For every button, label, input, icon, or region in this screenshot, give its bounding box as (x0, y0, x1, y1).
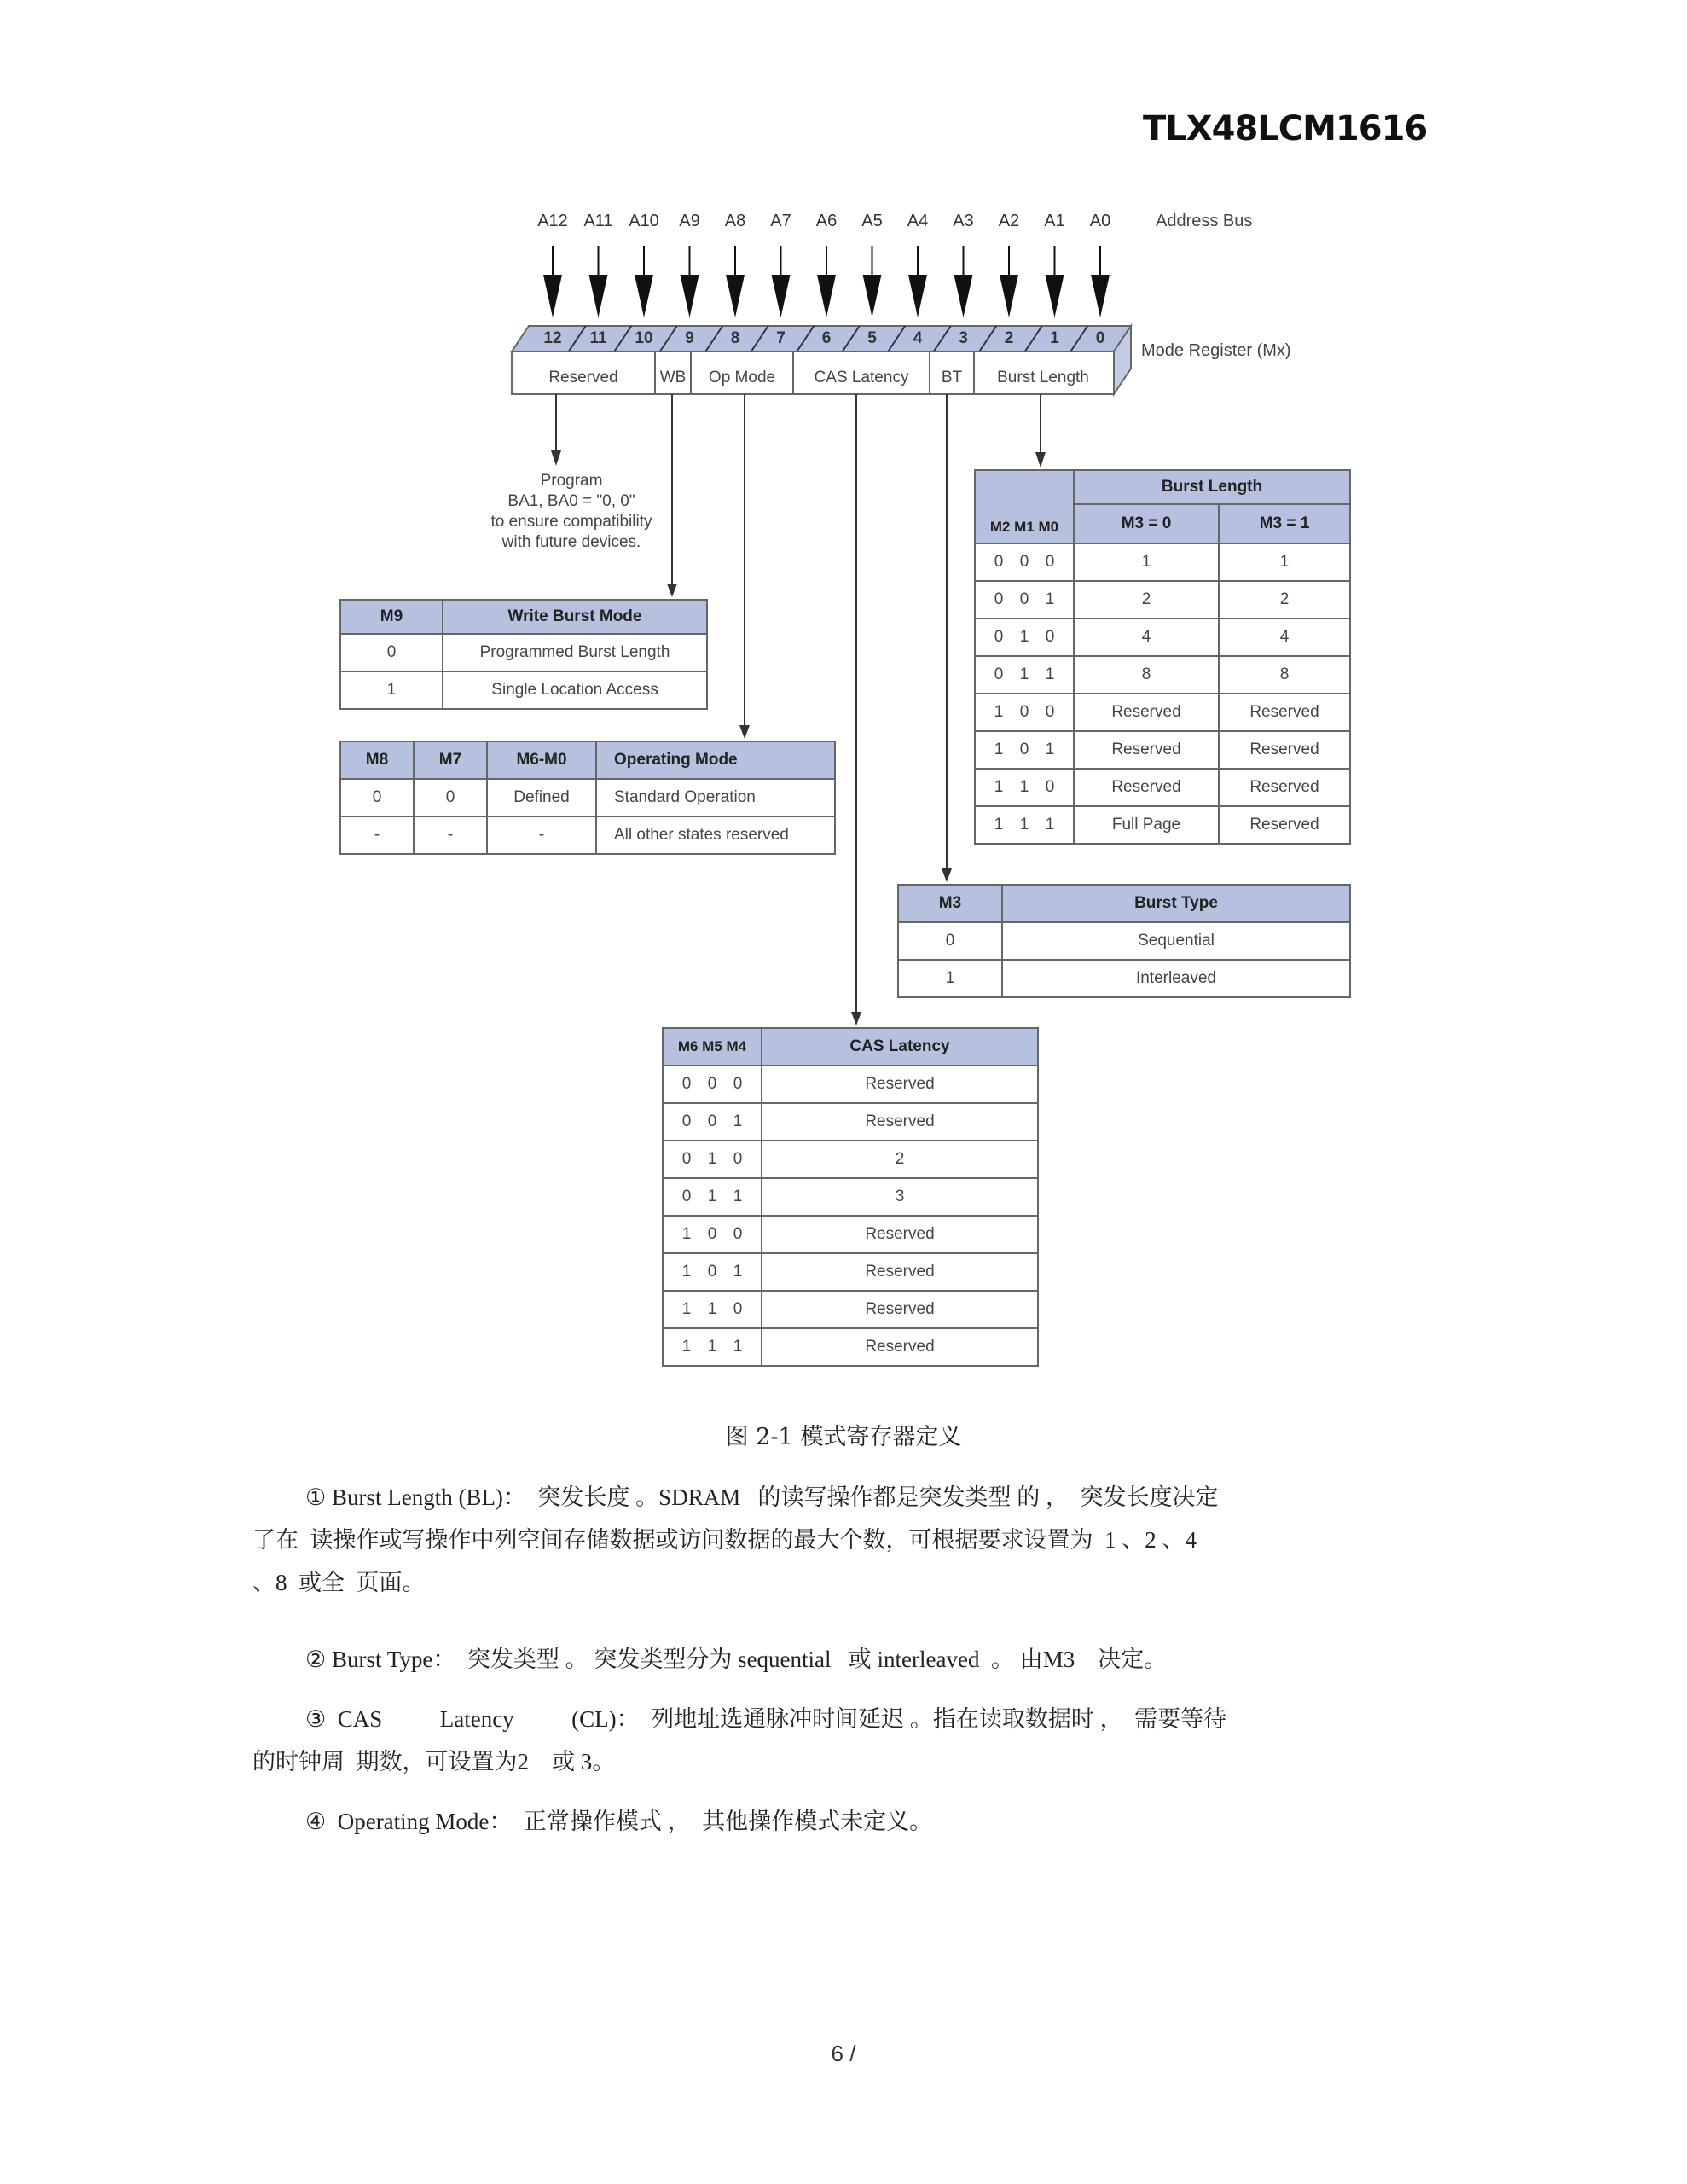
table-cell (663, 1178, 762, 1216)
address-arrow-head (954, 275, 973, 317)
document-header-title: TLX48LCM1616 (1143, 109, 1428, 148)
address-arrow-head (635, 275, 653, 317)
table-cell (663, 1216, 762, 1253)
bit-value: 1 (1019, 665, 1029, 683)
reserved-note-line: with future devices. (501, 533, 641, 551)
table-header: Burst Type (1002, 885, 1350, 922)
paragraph-line: ② Burst Type： 突发类型 。 突发类型分为 sequential 或 interleaved 。 由M3 决定。 (305, 1647, 1168, 1672)
table-cell: 3 (762, 1178, 1038, 1216)
table-cell (975, 619, 1074, 656)
address-pin-label: A11 (583, 212, 613, 230)
table-cell (975, 806, 1074, 844)
register-bit-label: 1 (1050, 329, 1059, 347)
table-row (663, 1103, 1038, 1141)
paragraph-line: ① Burst Length (BL)： 突发长度 。SDRAM 的读写操作都是突发类型 的 ， 突发长度决定 (305, 1484, 1219, 1510)
bit-value: 1 (707, 1188, 717, 1205)
bit-value: 1 (1045, 665, 1055, 683)
register-bit-label: 4 (913, 329, 923, 347)
bit-value: 1 (994, 703, 1004, 721)
address-arrow-head (726, 275, 745, 317)
table-cell: Interleaved (1002, 960, 1350, 997)
table-row (975, 543, 1350, 581)
bit-value: 0 (1045, 628, 1055, 646)
paragraph-line: 了在 读操作或写操作中列空间存储数据或访问数据的最大个数，可根据要求设置为 1 、2 、4 (252, 1527, 1197, 1553)
table-cell: Reserved (762, 1066, 1038, 1103)
burst-length-table (974, 469, 1351, 845)
table-cell: 0 (340, 634, 443, 671)
field-op-mode: Op Mode (708, 369, 776, 386)
table-header: Write Burst Mode (443, 600, 707, 634)
address-arrow-head (817, 275, 836, 317)
cas-latency-table (662, 1027, 1039, 1367)
bit-value: 1 (707, 1150, 717, 1168)
table-cell (975, 543, 1074, 581)
register-bit-label: 2 (1004, 329, 1014, 347)
table-cell: Reserved (1219, 769, 1350, 806)
bit-value: 1 (733, 1188, 743, 1205)
address-pin-label: A3 (953, 212, 974, 230)
table-cell: 2 (1219, 581, 1350, 619)
table-cell: Reserved (1074, 731, 1219, 769)
bit-value: 1 (681, 1225, 692, 1243)
bit-value: 1 (1045, 816, 1055, 834)
address-bus-label: Address Bus (1156, 212, 1253, 230)
field-cas-latency: CAS Latency (814, 369, 909, 386)
bit-value: 0 (1019, 703, 1029, 721)
write-burst-mode-table (339, 599, 708, 710)
table-cell: Reserved (762, 1253, 1038, 1291)
connector-arrow-head (551, 450, 561, 466)
address-arrow-head (772, 275, 791, 317)
table-cell: 8 (1074, 656, 1219, 694)
field-reserved: Reserved (548, 369, 618, 386)
address-arrow-head (681, 275, 699, 317)
connector-arrow-head (942, 868, 952, 882)
table-cell: 1 (898, 960, 1002, 997)
bit-value: 0 (1045, 553, 1055, 571)
burst-type-table (897, 884, 1351, 998)
table-cell: Programmed Burst Length (443, 634, 707, 671)
paragraph-line: ③ CAS Latency (CL)： 列地址选通脉冲时间延迟 。指在读取数据时 ， 需要等待 (305, 1706, 1227, 1732)
paragraph-line: ④ Operating Mode： 正常操作模式 ， 其他操作模式未定义。 (305, 1809, 933, 1834)
bit-value: 1 (1019, 816, 1029, 834)
address-pin-label: A12 (537, 212, 568, 230)
bit-value: 1 (1045, 590, 1055, 608)
paragraph-burst-length (252, 1476, 1446, 1604)
table-cell (975, 694, 1074, 731)
reserved-note (452, 471, 691, 553)
address-pin-label: A7 (770, 212, 791, 230)
address-pin-label: A0 (1089, 212, 1111, 230)
table-cell: All other states reserved (596, 816, 835, 854)
table-row (975, 656, 1350, 694)
address-pin-label: A1 (1044, 212, 1065, 230)
table-row (340, 816, 835, 854)
table-cell: 0 (414, 779, 487, 816)
bit-value: 1 (733, 1263, 743, 1281)
bit-value: 0 (681, 1112, 692, 1130)
table-header: M9 (340, 600, 443, 634)
paragraph-burst-type (252, 1638, 1446, 1681)
paragraph-line: 、8 或全 页面。 (252, 1570, 426, 1595)
table-row (898, 922, 1350, 960)
register-bit-label: 7 (776, 329, 786, 347)
address-pin-label: A10 (629, 212, 659, 230)
connector-arrow-head (667, 584, 677, 597)
table-cell (663, 1291, 762, 1328)
operating-mode-table (339, 741, 836, 855)
bit-value: 1 (681, 1338, 692, 1356)
table-cell: - (487, 816, 596, 854)
reserved-note-line: BA1, BA0 = "0, 0" (507, 492, 635, 510)
paragraph-cas-latency (252, 1698, 1446, 1783)
table-row (975, 619, 1350, 656)
table-header: M6 M5 M4 (663, 1028, 762, 1066)
field-bt: BT (941, 369, 963, 386)
bit-value: 1 (1045, 741, 1055, 758)
table-cell: Standard Operation (596, 779, 835, 816)
register-bit-label: 5 (867, 329, 877, 347)
page-number: 6 / (831, 2041, 856, 2066)
table-header: M3 (898, 885, 1002, 922)
table-cell (663, 1253, 762, 1291)
bit-value: 0 (707, 1263, 717, 1281)
table-cell: Reserved (1219, 806, 1350, 844)
address-arrow-head (543, 275, 562, 317)
register-bit-label: 6 (821, 329, 832, 347)
address-arrow-head (589, 275, 608, 317)
bit-value: 0 (707, 1225, 717, 1243)
table-cell: Single Location Access (443, 671, 707, 709)
bit-value: 0 (681, 1075, 692, 1093)
table-header: M3 = 0 (1074, 504, 1219, 543)
table-cell (975, 731, 1074, 769)
table-cell: 2 (762, 1141, 1038, 1178)
figure-caption: 图 2-1 模式寄存器定义 (725, 1424, 962, 1450)
reserved-note-line: Program (540, 472, 603, 490)
bit-value: 1 (681, 1263, 692, 1281)
table-row (663, 1066, 1038, 1103)
table-cell: 1 (1219, 543, 1350, 581)
bit-value: 0 (707, 1112, 717, 1130)
paragraph-operating-mode (252, 1800, 1446, 1843)
table-cell: 4 (1074, 619, 1219, 656)
bit-value: 1 (681, 1300, 692, 1318)
table-row (898, 960, 1350, 997)
bit-value: 0 (1019, 590, 1029, 608)
bit-value: 0 (994, 553, 1004, 571)
register-bit-label: 3 (959, 329, 968, 347)
table-row (340, 671, 707, 709)
address-arrow-head (863, 275, 882, 317)
table-cell: 1 (340, 671, 443, 709)
table-cell (663, 1141, 762, 1178)
field-wb: WB (659, 369, 687, 386)
bit-value: 0 (1045, 703, 1055, 721)
address-arrow-head (1091, 275, 1110, 317)
bit-value: 1 (994, 778, 1004, 796)
table-cell: 2 (1074, 581, 1219, 619)
table-cell: 1 (1074, 543, 1219, 581)
table-cell: 0 (340, 779, 414, 816)
table-cell: Reserved (1074, 769, 1219, 806)
table-header: M2 M1 M0 (975, 470, 1074, 543)
table-header: M7 (414, 741, 487, 779)
bit-value: 1 (1019, 778, 1029, 796)
table-row (340, 634, 707, 671)
table-cell: Full Page (1074, 806, 1219, 844)
table-cell: Reserved (1074, 694, 1219, 731)
bit-value: 1 (994, 816, 1004, 834)
table-cell (975, 769, 1074, 806)
bit-value: 0 (707, 1075, 717, 1093)
bit-value: 0 (994, 590, 1004, 608)
table-row (663, 1216, 1038, 1253)
bit-value: 1 (733, 1338, 743, 1356)
table-header: M3 = 1 (1219, 504, 1350, 543)
table-row (975, 769, 1350, 806)
register-bit-label: 11 (589, 329, 607, 347)
bit-value: 0 (994, 628, 1004, 646)
register-bit-label: 10 (635, 329, 653, 347)
address-arrow-head (908, 275, 927, 317)
bit-value: 0 (733, 1225, 743, 1243)
table-row (663, 1178, 1038, 1216)
table-cell: Defined (487, 779, 596, 816)
register-bit-label: 9 (685, 329, 694, 347)
table-cell (663, 1066, 762, 1103)
bit-value: 0 (1019, 553, 1029, 571)
mode-register-label: Mode Register (Mx) (1141, 341, 1291, 360)
bit-value: 0 (994, 665, 1004, 683)
reserved-note-line: to ensure compatibility (490, 513, 652, 531)
connector-arrow-head (739, 725, 750, 739)
table-row (663, 1291, 1038, 1328)
table-header: CAS Latency (762, 1028, 1038, 1066)
address-pin-label: A6 (815, 212, 838, 230)
table-row (975, 581, 1350, 619)
connector-arrow-head (1035, 452, 1046, 468)
bit-value: 0 (733, 1150, 743, 1168)
bit-value: 1 (707, 1300, 717, 1318)
address-pin-label: A5 (861, 212, 883, 230)
register-bit-label: 0 (1095, 329, 1105, 347)
table-cell: Sequential (1002, 922, 1350, 960)
table-row (975, 731, 1350, 769)
address-pin-label: A2 (998, 212, 1020, 230)
register-bit-label: 12 (543, 329, 562, 347)
table-row (340, 779, 835, 816)
address-arrow-head (1000, 275, 1018, 317)
table-header: Operating Mode (596, 741, 835, 779)
bit-value: 0 (681, 1188, 692, 1205)
bit-value: 0 (733, 1075, 743, 1093)
table-cell: 8 (1219, 656, 1350, 694)
table-cell (663, 1103, 762, 1141)
table-group-header: Burst Length (1074, 470, 1350, 504)
address-pin-label: A8 (724, 212, 746, 230)
table-cell: - (414, 816, 487, 854)
bit-value: 0 (1019, 741, 1029, 758)
bit-value: 1 (994, 741, 1004, 758)
table-cell (663, 1328, 762, 1366)
bit-value: 1 (707, 1338, 717, 1356)
table-cell: 4 (1219, 619, 1350, 656)
table-cell: 0 (898, 922, 1002, 960)
table-cell: - (340, 816, 414, 854)
table-cell (975, 581, 1074, 619)
table-cell: Reserved (762, 1291, 1038, 1328)
table-header: M6-M0 (487, 741, 596, 779)
bit-value: 0 (681, 1150, 692, 1168)
table-cell: Reserved (762, 1328, 1038, 1366)
table-cell: Reserved (1219, 694, 1350, 731)
table-cell: Reserved (762, 1216, 1038, 1253)
paragraph-line: 的时钟周 期数，可设置为2 或 3。 (252, 1749, 616, 1774)
table-row (975, 694, 1350, 731)
table-row (663, 1253, 1038, 1291)
table-row (663, 1328, 1038, 1366)
connector-arrow-head (851, 1012, 861, 1025)
address-pin-label: A4 (907, 212, 929, 230)
bit-value: 1 (1019, 628, 1029, 646)
bit-value: 0 (1045, 778, 1055, 796)
table-row (663, 1141, 1038, 1178)
table-header: M8 (340, 741, 414, 779)
field-burst-length: Burst Length (997, 369, 1089, 386)
address-pin-label: A9 (679, 212, 700, 230)
table-cell (975, 656, 1074, 694)
register-bit-label: 8 (730, 329, 740, 347)
address-arrow-head (1046, 275, 1064, 317)
table-row (975, 806, 1350, 844)
bit-value: 1 (733, 1112, 743, 1130)
table-cell: Reserved (762, 1103, 1038, 1141)
table-cell: Reserved (1219, 731, 1350, 769)
bit-value: 0 (733, 1300, 743, 1318)
